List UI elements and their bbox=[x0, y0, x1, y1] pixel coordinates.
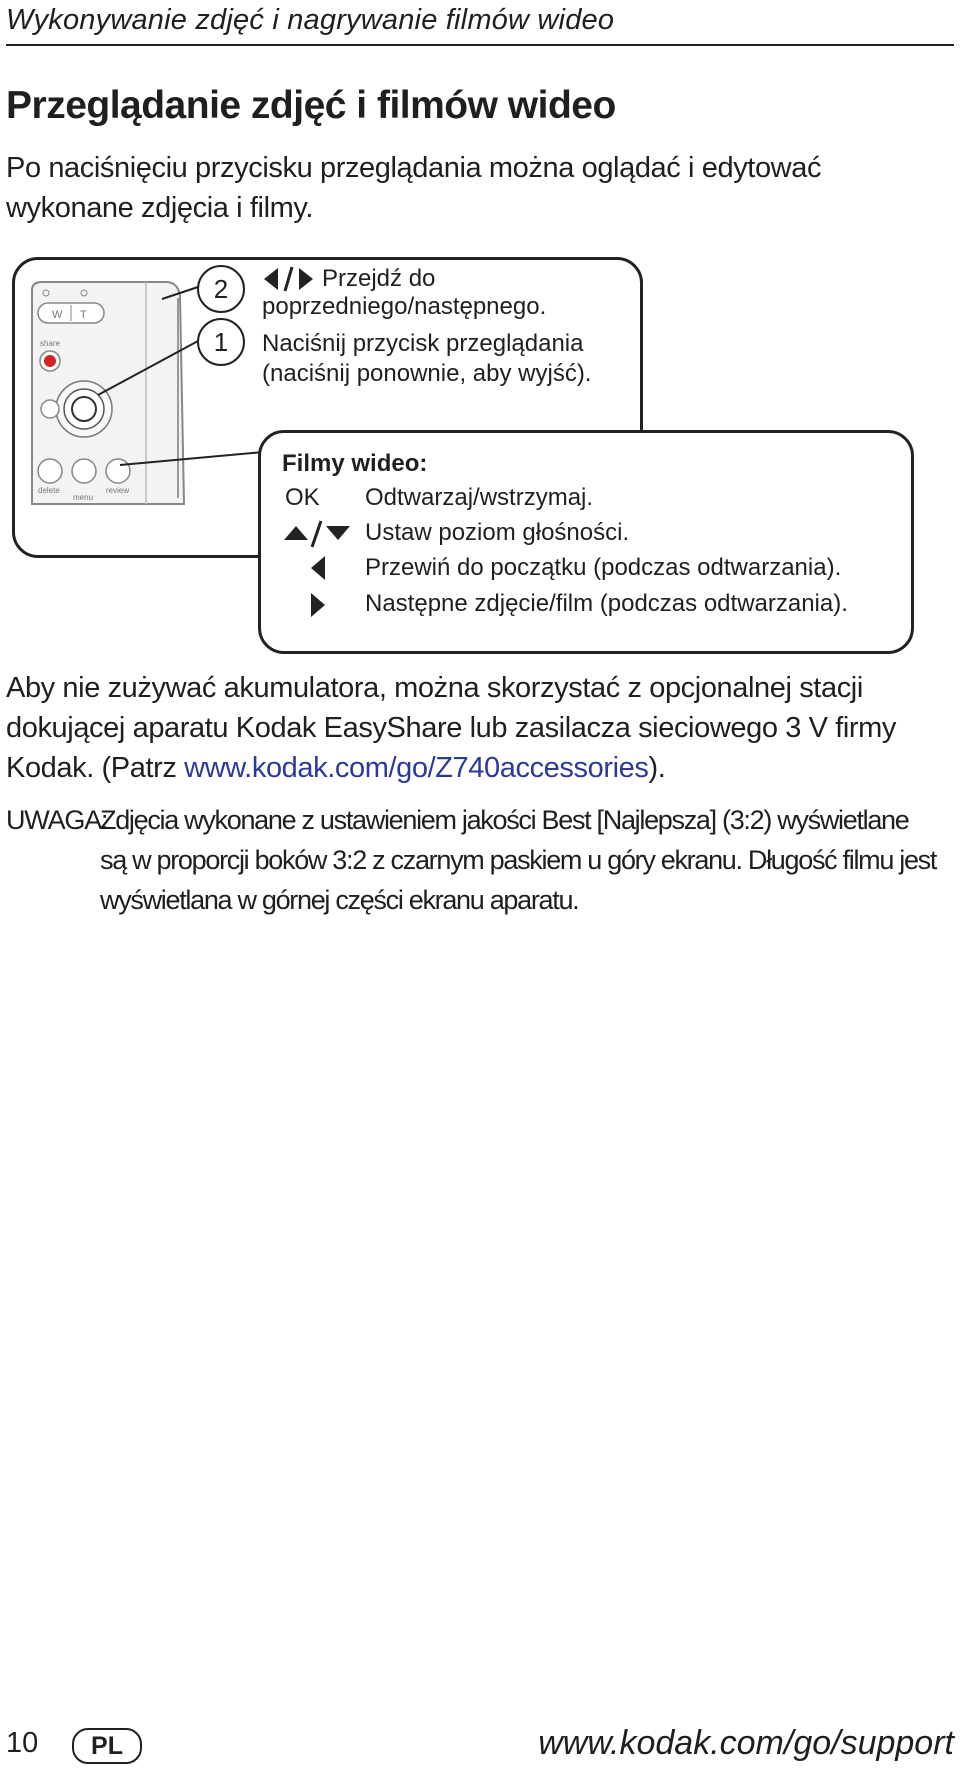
running-header-title: Wykonywanie zdjęć i nagrywanie filmów wideo bbox=[6, 4, 615, 36]
footer-url[interactable]: www.kodak.com/go/support bbox=[538, 1724, 954, 1762]
slash-icon bbox=[282, 265, 294, 293]
down-arrow-icon bbox=[325, 525, 351, 541]
left-arrow-icon bbox=[263, 267, 279, 291]
callout-1-line1: Naciśnij przycisk przeglądania bbox=[262, 330, 584, 357]
callout-number-2: 2 bbox=[197, 265, 245, 313]
page-number: 10 bbox=[6, 1727, 39, 1759]
language-badge: PL bbox=[72, 1728, 142, 1764]
accessories-link[interactable]: www.kodak.com/go/Z740accessories bbox=[184, 752, 649, 784]
zoom-tele-label: T bbox=[80, 309, 87, 321]
rewind-left-arrow-icon bbox=[310, 555, 326, 581]
note-text: Zdjęcia wykonane z ustawieniem jakości Best [Najlepsza] (3:2) wyświetlane są w proporcji boków 3:2 z czarnym paskiem u góry ekranu. Długość filmu jest wyświetlana w górnej części ekranu aparatu. bbox=[100, 805, 937, 915]
share-label: share bbox=[40, 339, 61, 348]
right-arrow-icon bbox=[298, 267, 314, 291]
note-label: UWAGA: bbox=[6, 805, 108, 835]
rewind-description: Przewiń do początku (podczas odtwarzania). bbox=[365, 554, 842, 581]
next-description: Następne zdjęcie/film (podczas odtwarzania). bbox=[365, 590, 848, 617]
callout-1-line2: (naciśnij ponownie, aby wyjść). bbox=[262, 360, 592, 387]
ok-description: Odtwarzaj/wstrzymaj. bbox=[365, 484, 594, 511]
accessories-text-after: ). bbox=[648, 752, 666, 784]
delete-label: delete bbox=[38, 486, 60, 495]
next-right-arrow-icon bbox=[310, 592, 326, 618]
menu-label: menu bbox=[73, 493, 94, 502]
slash-icon bbox=[309, 519, 323, 549]
accessories-paragraph bbox=[6, 668, 946, 788]
running-header bbox=[6, 0, 954, 46]
intro-paragraph: Po naciśnięciu przycisku przeglądania można oglądać i edytować wykonane zdjęcia i filmy. bbox=[6, 152, 822, 224]
callout-2-line2: poprzedniego/następnego. bbox=[262, 293, 547, 320]
camera-review-figure bbox=[10, 255, 910, 655]
zoom-wide-label: W bbox=[52, 309, 63, 321]
callout-2-line1: Przejdź do bbox=[322, 265, 436, 292]
ok-key-label: OK bbox=[285, 484, 320, 511]
review-label: review bbox=[106, 486, 130, 495]
section-title: Przeglądanie zdjęć i filmów wideo bbox=[6, 84, 616, 127]
accessories-text-before: Aby nie zużywać akumulatora, można skorzystać z opcjonalnej stacji dokującej aparatu Kodak EasyShare lub zasilacza sieciowego 3 V firmy Kodak. (Patrz bbox=[6, 672, 897, 784]
video-box-title: Filmy wideo: bbox=[282, 450, 428, 477]
callout-number-1: 1 bbox=[197, 318, 245, 366]
up-arrow-icon bbox=[283, 525, 309, 541]
volume-description: Ustaw poziom głośności. bbox=[365, 519, 630, 546]
